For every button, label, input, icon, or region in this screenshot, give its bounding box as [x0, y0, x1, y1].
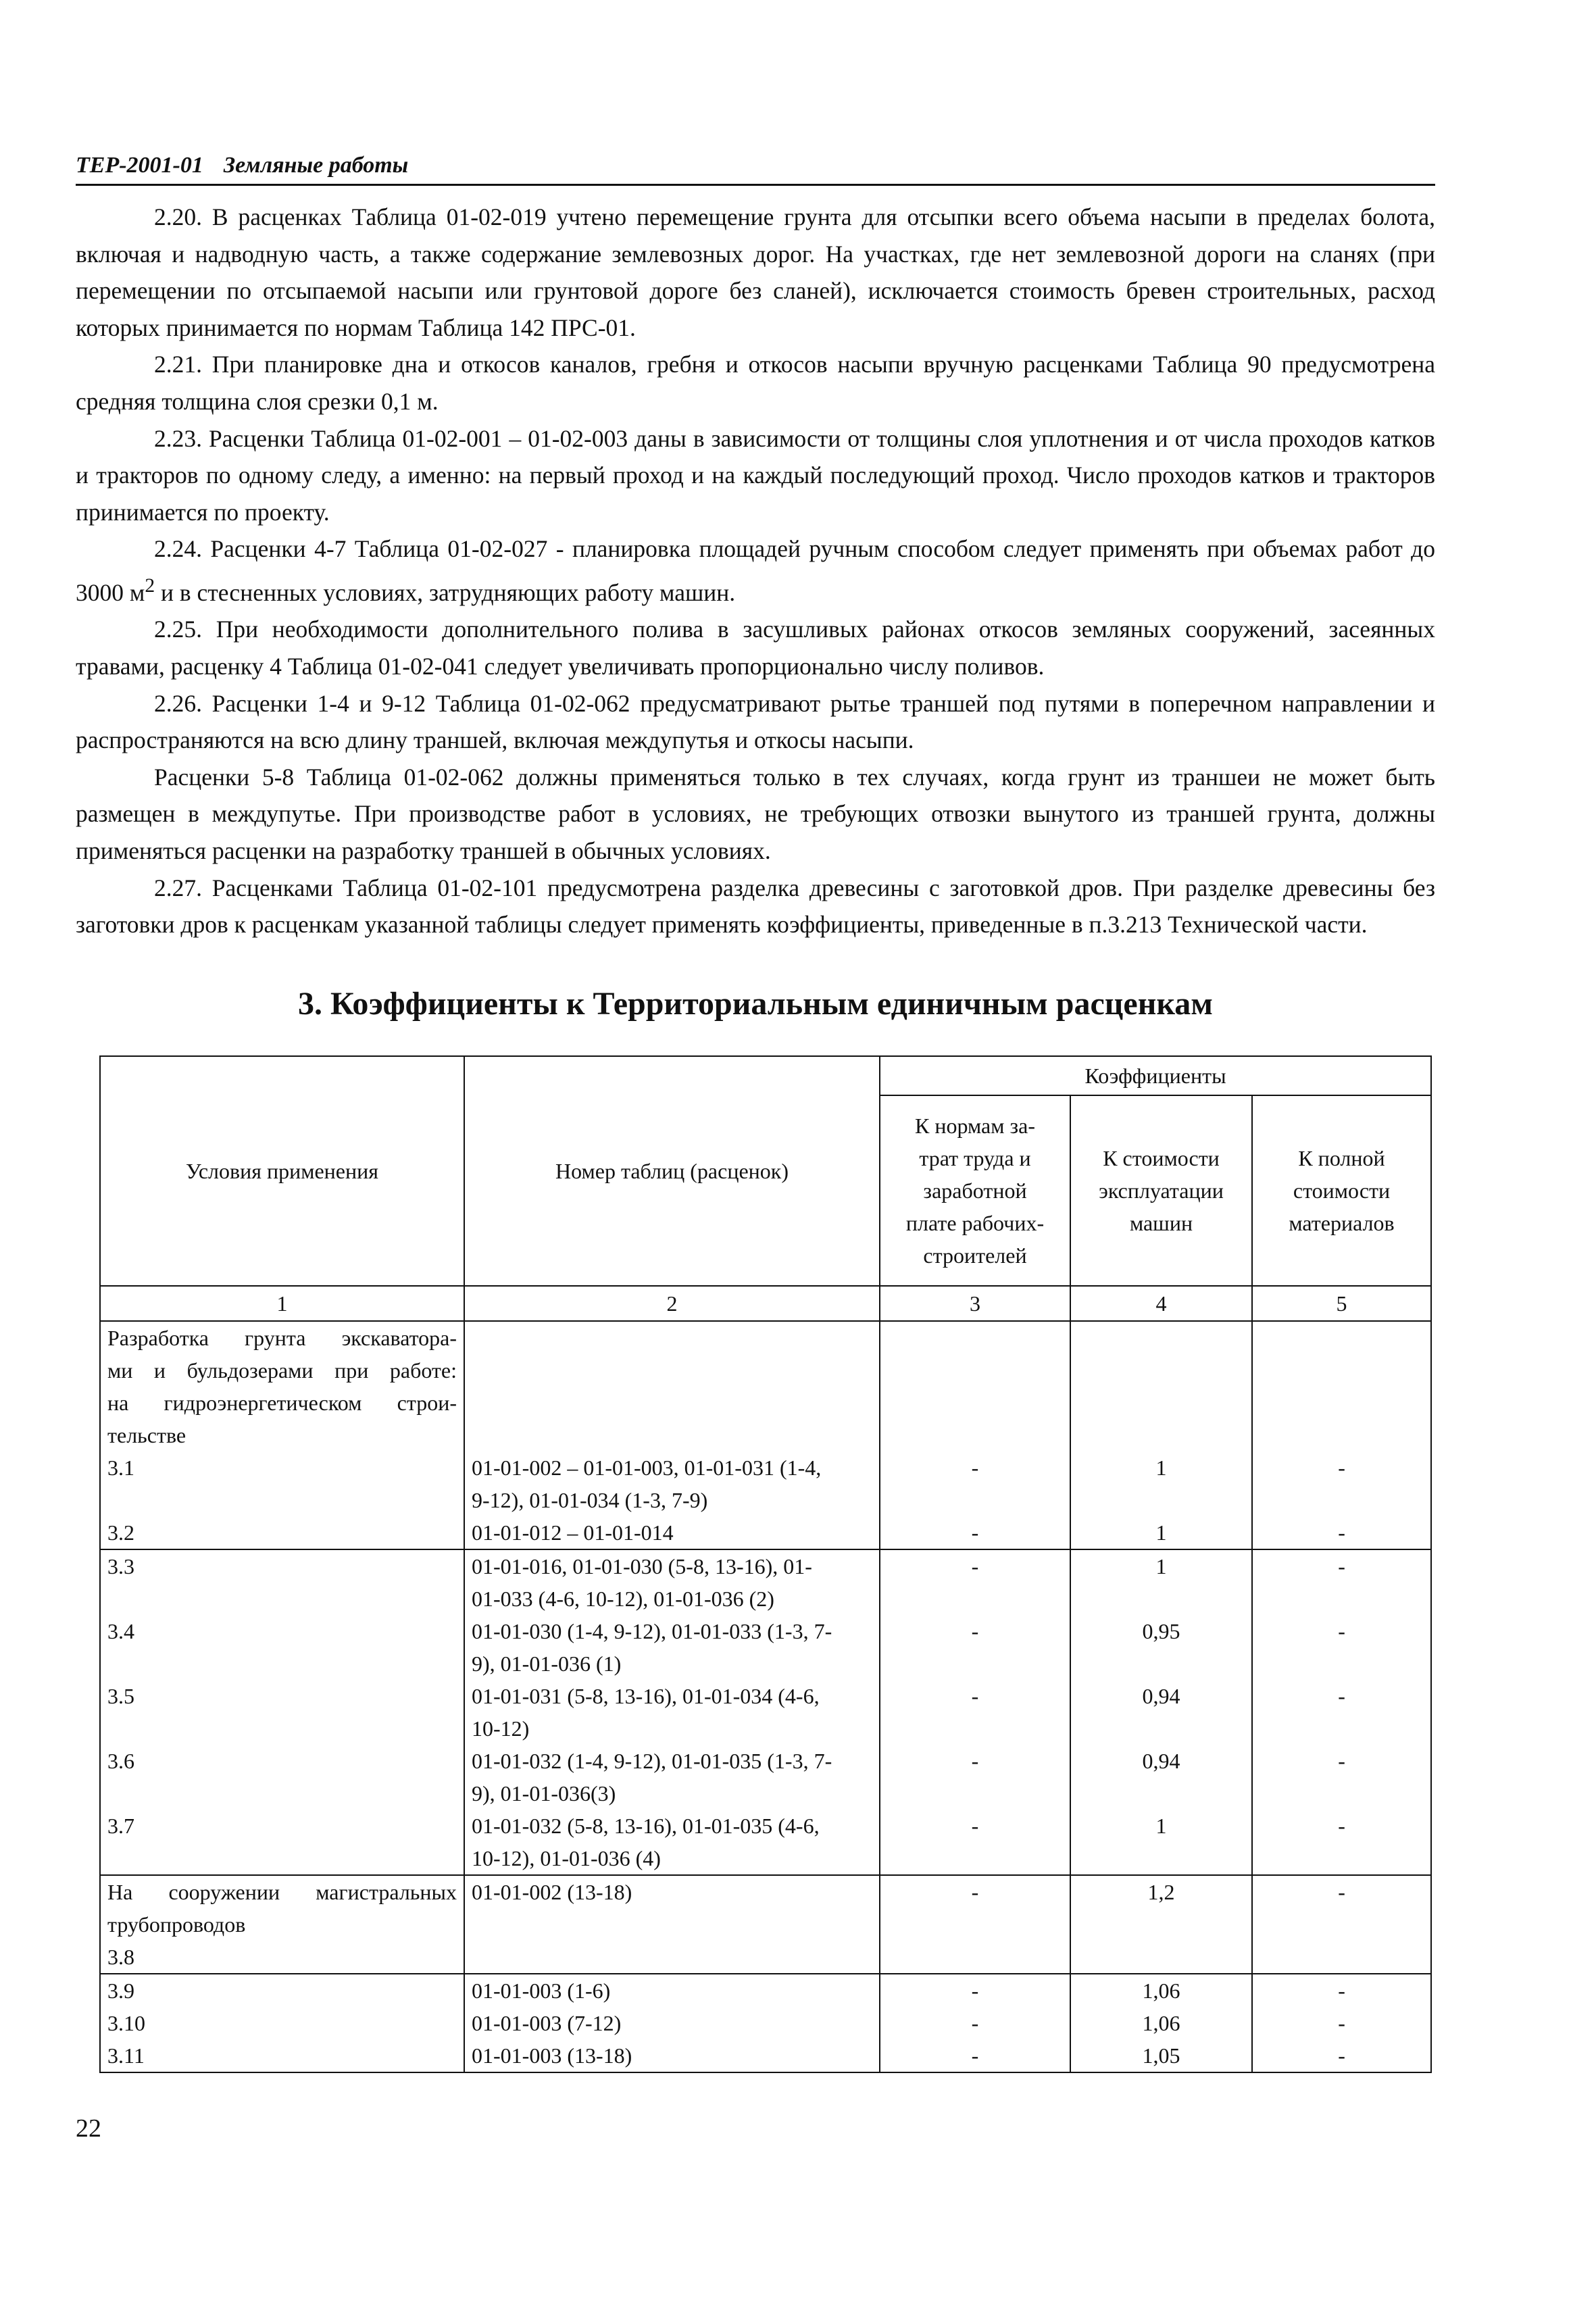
- table-numbers: 01-01-032 (1-4, 9-12), 01-01-035 (1-3, 7-: [472, 1749, 832, 1773]
- labor-coefficient: -: [971, 1749, 979, 1773]
- machines-cell: [1070, 1549, 1252, 1875]
- materials-coefficient: -: [1338, 1619, 1345, 1643]
- labor-coefficient: [887, 1484, 1063, 1516]
- table-numbers: [472, 1908, 872, 1941]
- paragraph-2-26: 2.26. Расценки 1-4 и 9-12 Таблица 01-02-062 предусматривают рытье траншей под путями в поперечном направлении и распространяются на всю длину траншей, включая междупутья и откосы насыпи.: [76, 689, 1435, 754]
- machines-coefficient: 1,06: [1142, 1978, 1180, 2003]
- table-numbers: 01-01-012 – 01-01-014: [472, 1520, 674, 1545]
- tables-cell: [464, 1974, 880, 2072]
- row-code: 3.10: [107, 2011, 145, 2035]
- tables-cell: [464, 1875, 880, 1974]
- header-labor: К нормам за- трат труда и заработной плате рабочих- строителей: [880, 1095, 1070, 1286]
- column-number: 2: [464, 1286, 880, 1321]
- table-row-group: [100, 1974, 1431, 2072]
- machines-coefficient: [1078, 1647, 1245, 1680]
- machines-coefficient: [1078, 1941, 1245, 1973]
- condition-text: [107, 1842, 457, 1874]
- table-numbers: 01-01-032 (5-8, 13-16), 01-01-035 (4-6,: [472, 1814, 820, 1838]
- tables-cell: [464, 1549, 880, 1875]
- row-code: 3.4: [107, 1619, 134, 1643]
- table-numbers: 01-01-002 – 01-01-003, 01-01-031 (1-4,: [472, 1455, 822, 1480]
- machines-coefficient: 1,05: [1142, 2043, 1180, 2068]
- materials-coefficient: -: [1338, 1684, 1345, 1708]
- column-number: 3: [880, 1286, 1070, 1321]
- technical-section-text: [76, 199, 1435, 943]
- table-numbers: 9-12), 01-01-034 (1-3, 7-9): [472, 1488, 708, 1512]
- materials-coefficient: [1260, 1842, 1424, 1874]
- table-numbers: 01-01-003 (7-12): [472, 2011, 622, 2035]
- labor-coefficient: [887, 1842, 1063, 1874]
- table-body: [100, 1321, 1431, 2072]
- condition-text: тельстве: [107, 1423, 186, 1447]
- tables-cell: [464, 1321, 880, 1549]
- materials-cell: [1252, 1321, 1431, 1549]
- labor-coefficient: -: [971, 2043, 979, 2068]
- condition-text: на гидроэнергетическом строи-: [107, 1391, 457, 1415]
- table-numbers: 01-01-003 (13-18): [472, 2043, 632, 2068]
- labor-coefficient: [887, 1941, 1063, 1973]
- materials-coefficient: -: [1338, 1814, 1345, 1838]
- labor-coefficient: [887, 1777, 1063, 1810]
- coefficients-table: [99, 1055, 1432, 2073]
- materials-coefficient: -: [1338, 1455, 1345, 1480]
- labor-coefficient: -: [971, 1520, 979, 1545]
- materials-cell: [1252, 1875, 1431, 1974]
- table-numbers: 10-12), 01-01-036 (4): [472, 1846, 661, 1870]
- table-numbers: 10-12): [472, 1716, 530, 1741]
- machines-coefficient: 1,06: [1142, 2011, 1180, 2035]
- materials-coefficient: -: [1338, 2043, 1345, 2068]
- table-numbers: 9), 01-01-036(3): [472, 1781, 616, 1806]
- labor-coefficient: -: [971, 1455, 979, 1480]
- condition-text: На сооружении магистральных: [107, 1880, 457, 1904]
- conditions-cell: [100, 1321, 464, 1549]
- machines-coefficient: 1,2: [1147, 1880, 1175, 1904]
- materials-coefficient: -: [1338, 2011, 1345, 2035]
- header-machines: К стоимости эксплуатации машин: [1070, 1095, 1252, 1286]
- condition-text: [107, 1484, 457, 1516]
- row-code: 3.3: [107, 1554, 134, 1578]
- materials-coefficient: [1260, 1712, 1424, 1745]
- header-doc-code: ТЕР-2001-01: [76, 153, 203, 178]
- machines-coefficient: [1078, 1777, 1245, 1810]
- row-code: 3.6: [107, 1749, 134, 1773]
- labor-cell: [880, 1974, 1070, 2072]
- labor-cell: [880, 1549, 1070, 1875]
- table-numbers: 01-01-003 (1-6): [472, 1978, 611, 2003]
- condition-text: ми и бульдозерами при работе:: [107, 1358, 457, 1383]
- materials-coefficient: -: [1338, 1554, 1345, 1578]
- machines-coefficient: 1: [1155, 1455, 1167, 1480]
- conditions-cell: [100, 1875, 464, 1974]
- paragraph-2-23: 2.23. Расценки Таблица 01-02-001 – 01-02-003 даны в зависимости от толщины слоя уплотнения и от числа проходов катков и тракторов по одному следу, а именно: на первый проход и на каждый последующий проход. Число проходов катков и тракторов принимается по проекту.: [76, 424, 1435, 526]
- header-conditions: Условия применения: [100, 1056, 464, 1286]
- header-materials: К полной стоимости материалов: [1252, 1095, 1431, 1286]
- table-row-group: [100, 1875, 1431, 1974]
- machines-coefficient: 0,94: [1142, 1684, 1180, 1708]
- materials-coefficient: [1260, 1647, 1424, 1680]
- machines-coefficient: 0,95: [1142, 1619, 1180, 1643]
- table-numbers: [472, 1941, 872, 1973]
- row-code: 3.7: [107, 1814, 134, 1838]
- machines-cell: [1070, 1974, 1252, 2072]
- column-number: 4: [1070, 1286, 1252, 1321]
- header-coefficients: Коэффициенты: [880, 1056, 1431, 1095]
- table-numbers: 01-01-031 (5-8, 13-16), 01-01-034 (4-6,: [472, 1684, 820, 1708]
- paragraph-2-24: 2.24. Расценки 4-7 Таблица 01-02-027 - планировка площадей ручным способом следует применять при объемах работ до 3000 $м^2$ и в стесненных условиях, затрудняющих работу машин.: [76, 535, 1435, 606]
- materials-coefficient: [1260, 1941, 1424, 1973]
- condition-text: Разработка грунта экскаватора-: [107, 1326, 457, 1350]
- machines-coefficient: [1078, 1583, 1245, 1615]
- table-numbers: 01-01-016, 01-01-030 (5-8, 13-16), 01-: [472, 1554, 812, 1578]
- labor-coefficient: -: [971, 1978, 979, 2003]
- table-numbers: 01-033 (4-6, 10-12), 01-01-036 (2): [472, 1587, 774, 1611]
- condition-text: [107, 1583, 457, 1615]
- labor-coefficient: [887, 1712, 1063, 1745]
- labor-coefficient: -: [971, 1880, 979, 1904]
- materials-cell: [1252, 1549, 1431, 1875]
- condition-text: [107, 1777, 457, 1810]
- materials-coefficient: -: [1338, 1520, 1345, 1545]
- labor-cell: [880, 1321, 1070, 1549]
- row-code: 3.5: [107, 1684, 134, 1708]
- section-title: 3. Коэффициенты к Территориальным единичным расценкам: [298, 986, 1213, 1022]
- column-number: 1: [100, 1286, 464, 1321]
- paragraph-2-21: 2.21. При планировке дна и откосов каналов, гребня и откосов насыпи вручную расценками Таблица 90 предусмотрена средняя толщина слоя срезки 0,1 м.: [76, 351, 1435, 415]
- table-row-group: [100, 1321, 1431, 1549]
- materials-coefficient: -: [1338, 1880, 1345, 1904]
- row-code: 3.11: [107, 2043, 145, 2068]
- materials-coefficient: [1260, 1908, 1424, 1941]
- labor-coefficient: -: [971, 1814, 979, 1838]
- table-row-group: [100, 1549, 1431, 1875]
- table-numbers: 01-01-030 (1-4, 9-12), 01-01-033 (1-3, 7-: [472, 1619, 832, 1643]
- materials-cell: [1252, 1974, 1431, 2072]
- header-doc-title: Земляные работы: [223, 153, 409, 178]
- machines-cell: [1070, 1321, 1252, 1549]
- labor-coefficient: -: [971, 2011, 979, 2035]
- table-numbers: 9), 01-01-036 (1): [472, 1651, 622, 1676]
- machines-coefficient: [1078, 1484, 1245, 1516]
- paragraph-2-25: 2.25. При необходимости дополнительного полива в засушливых районах откосов земляных сооружений, засеянных травами, расценку 4 Таблица 01-02-041 следует увеличивать пропорционально числу поливов.: [76, 616, 1435, 680]
- header-table-numbers: Номер таблиц (расценок): [464, 1056, 880, 1286]
- paragraph-2-20: 2.20. В расценках Таблица 01-02-019 учтено перемещение грунта для отсыпки всего объема насыпи в пределах болота, включая и надводную часть, а также содержание землевозных дорог. На участках, где нет землевозной дороги на сланях (при перемещении по отсыпаемой насыпи или грунтовой дороге без сланей), исключается стоимость бревен строительных, расход которых принимается по нормам Таблица 142 ПРС-01.: [76, 203, 1435, 341]
- materials-coefficient: [1260, 1777, 1424, 1810]
- row-code: 3.8: [107, 1945, 134, 1969]
- page-number: 22: [76, 2114, 101, 2143]
- row-code: 3.9: [107, 1978, 134, 2003]
- labor-coefficient: -: [971, 1554, 979, 1578]
- materials-coefficient: -: [1338, 1749, 1345, 1773]
- machines-coefficient: 1: [1155, 1814, 1167, 1838]
- machines-coefficient: [1078, 1842, 1245, 1874]
- materials-coefficient: [1260, 1484, 1424, 1516]
- paragraph-2-26-cont: Расценки 5-8 Таблица 01-02-062 должны применяться только в тех случаях, когда грунт из траншеи не может быть размещен в междупутье. При производстве работ в условиях, не требующих отвозки вынутого из траншей грунта, должны применяться расценки на разработку траншей в обычных условиях.: [76, 763, 1435, 864]
- row-code: 3.2: [107, 1520, 134, 1545]
- condition-text: [107, 1712, 457, 1745]
- table-numbers: 01-01-002 (13-18): [472, 1880, 632, 1904]
- running-header: [76, 153, 1427, 178]
- labor-coefficient: [887, 1583, 1063, 1615]
- machines-coefficient: [1078, 1908, 1245, 1941]
- conditions-cell: [100, 1549, 464, 1875]
- labor-coefficient: -: [971, 1619, 979, 1643]
- labor-coefficient: [887, 1647, 1063, 1680]
- labor-coefficient: [887, 1908, 1063, 1941]
- machines-cell: [1070, 1875, 1252, 1974]
- conditions-cell: [100, 1974, 464, 2072]
- row-code: 3.1: [107, 1455, 134, 1480]
- column-number: 5: [1252, 1286, 1431, 1321]
- condition-text: [107, 1647, 457, 1680]
- paragraph-2-27: 2.27. Расценками Таблица 01-02-101 предусмотрена разделка древесины с заготовкой дров. При разделке древесины без заготовки дров к расценкам указанной таблицы следует применять коэффициенты, приведенные в п.3.213 Технической части.: [76, 874, 1435, 939]
- header-rule: [76, 184, 1435, 186]
- machines-coefficient: 1: [1155, 1520, 1167, 1545]
- labor-coefficient: -: [971, 1684, 979, 1708]
- materials-coefficient: [1260, 1583, 1424, 1615]
- materials-coefficient: -: [1338, 1978, 1345, 2003]
- machines-coefficient: [1078, 1712, 1245, 1745]
- labor-cell: [880, 1875, 1070, 1974]
- machines-coefficient: 0,94: [1142, 1749, 1180, 1773]
- machines-coefficient: 1: [1155, 1554, 1167, 1578]
- condition-text: трубопроводов: [107, 1912, 246, 1937]
